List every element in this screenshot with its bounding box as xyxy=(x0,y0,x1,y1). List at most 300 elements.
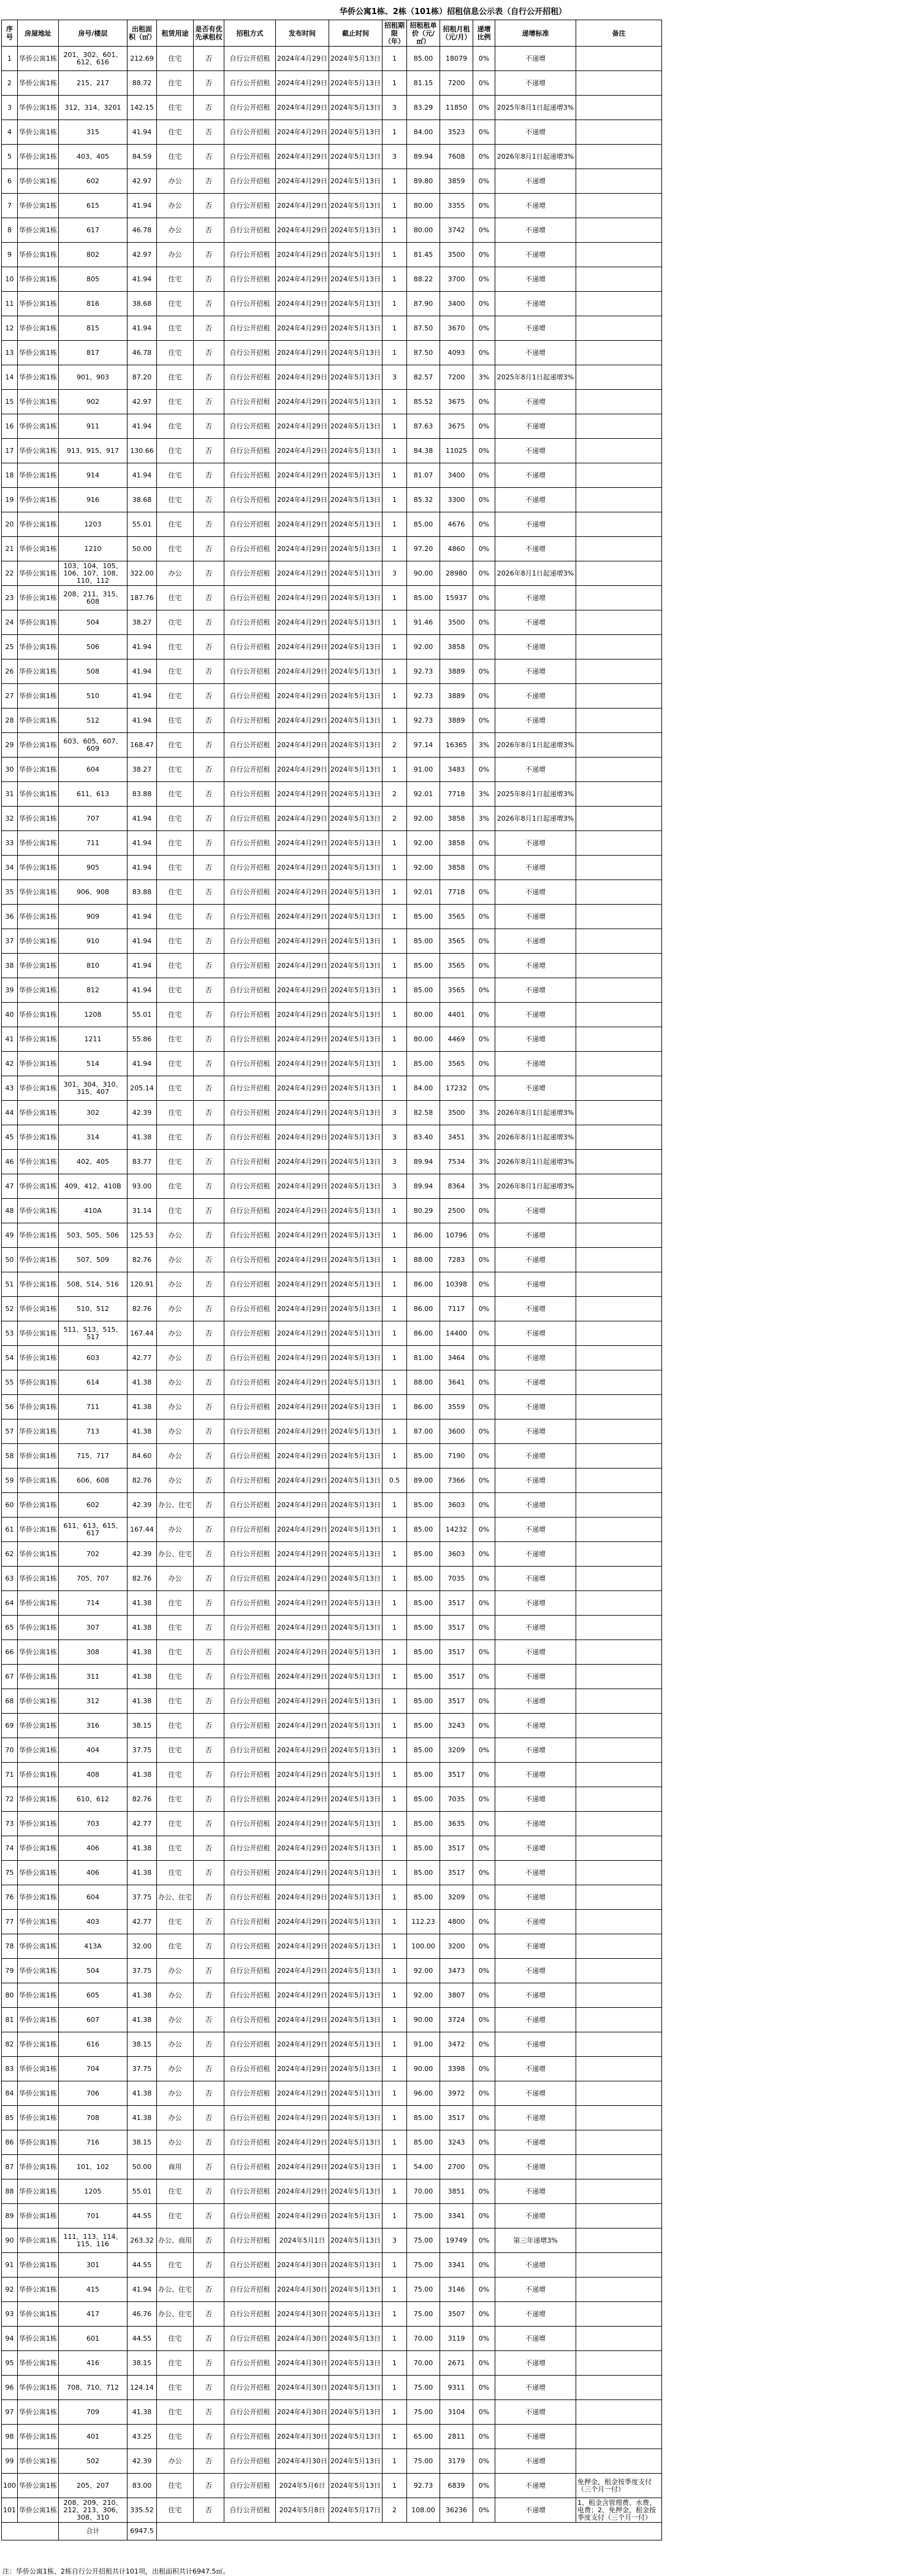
table-cell: 3% xyxy=(473,1101,495,1125)
table-cell xyxy=(576,2130,662,2155)
table-cell: 167.44 xyxy=(128,1321,157,1346)
table-cell: 607 xyxy=(59,2008,128,2032)
table-cell: 802 xyxy=(59,243,128,267)
table-cell: 85.00 xyxy=(407,47,440,71)
table-cell: 125.53 xyxy=(128,1223,157,1248)
table-cell: 1 xyxy=(383,758,407,782)
table-cell: 63 xyxy=(2,1567,18,1591)
table-cell: 住宅 xyxy=(157,463,194,488)
table-cell: 办公 xyxy=(157,2008,194,2032)
table-cell: 403 xyxy=(59,1910,128,1934)
table-cell: 38.68 xyxy=(128,488,157,512)
table-cell: 2024年4月29日 xyxy=(276,1616,329,1640)
table-cell: 88.00 xyxy=(407,1248,440,1272)
table-cell: 自行公开招租 xyxy=(224,2302,276,2327)
table-cell: 2024年4月29日 xyxy=(276,1567,329,1591)
table-cell xyxy=(576,1027,662,1052)
table-cell: 13 xyxy=(2,341,18,365)
table-cell: 2024年5月13日 xyxy=(329,1493,383,1518)
table-cell: 2024年5月1日 xyxy=(276,2228,329,2253)
table-cell: 2024年5月13日 xyxy=(329,1861,383,1885)
table-cell: 84.38 xyxy=(407,439,440,463)
table-cell: 46 xyxy=(2,1150,18,1174)
table-cell: 1 xyxy=(383,1689,407,1714)
table-cell: 8 xyxy=(2,218,18,243)
table-cell: 2024年5月13日 xyxy=(329,929,383,954)
table-row xyxy=(2,954,662,978)
table-cell: 3146 xyxy=(440,2278,473,2302)
table-cell: 307 xyxy=(59,1616,128,1640)
table-cell: 601 xyxy=(59,2327,128,2351)
table-cell: 1 xyxy=(383,1223,407,1248)
page-title: 华侨公寓1栋、2栋（101栋）招租信息公示表（自行公开招租） xyxy=(339,7,567,17)
table-cell: 自行公开招租 xyxy=(224,1297,276,1321)
table-cell xyxy=(576,1616,662,1640)
table-cell: 53 xyxy=(2,1321,18,1346)
table-cell: 否 xyxy=(194,1959,224,1983)
table-cell: 615 xyxy=(59,194,128,218)
table-cell: 否 xyxy=(194,1714,224,1738)
table-cell: 41.38 xyxy=(128,1591,157,1616)
table-cell: 住宅 xyxy=(157,1027,194,1052)
table-row xyxy=(2,733,662,758)
table-cell: 否 xyxy=(194,929,224,954)
table-cell: 1 xyxy=(383,1297,407,1321)
table-row xyxy=(2,1665,662,1689)
table-cell: 39 xyxy=(2,978,18,1003)
table-cell: 3507 xyxy=(440,2302,473,2327)
table-cell: 92.01 xyxy=(407,880,440,905)
table-cell: 否 xyxy=(194,365,224,390)
table-cell: 住宅 xyxy=(157,1812,194,1836)
table-cell: 2024年5月13日 xyxy=(329,2008,383,2032)
table-cell: 85.00 xyxy=(407,1689,440,1714)
table-cell xyxy=(576,2278,662,2302)
table-cell: 否 xyxy=(194,1223,224,1248)
table-cell: 916 xyxy=(59,488,128,512)
table-row xyxy=(2,2400,662,2425)
table-cell: 9311 xyxy=(440,2376,473,2400)
table-cell: 80.00 xyxy=(407,194,440,218)
table-cell: 41.94 xyxy=(128,316,157,341)
table-cell: 2024年4月29日 xyxy=(276,2130,329,2155)
table-cell xyxy=(576,439,662,463)
total-rest xyxy=(157,2523,662,2540)
table-cell: 2024年5月13日 xyxy=(329,1591,383,1616)
table-cell: 否 xyxy=(194,292,224,316)
table-cell: 85.00 xyxy=(407,929,440,954)
table-cell: 自行公开招租 xyxy=(224,512,276,537)
table-cell: 2024年4月29日 xyxy=(276,292,329,316)
table-cell: 0% xyxy=(473,1493,495,1518)
table-cell: 96.00 xyxy=(407,2081,440,2106)
table-cell: 0% xyxy=(473,194,495,218)
table-cell: 1 xyxy=(383,586,407,610)
table-cell: 住宅 xyxy=(157,316,194,341)
table-cell: 406 xyxy=(59,1861,128,1885)
table-cell: 2025年8月1日起递增3% xyxy=(495,96,576,120)
table-cell: 41.38 xyxy=(128,2081,157,2106)
table-cell: 92.00 xyxy=(407,635,440,659)
table-cell: 1 xyxy=(383,1027,407,1052)
table-cell: 不递增 xyxy=(495,831,576,856)
table-cell: 不递增 xyxy=(495,1836,576,1861)
table-cell: 住宅 xyxy=(157,635,194,659)
table-cell: 3243 xyxy=(440,2130,473,2155)
table-cell: 0% xyxy=(473,2204,495,2228)
table-cell: 2024年4月29日 xyxy=(276,120,329,145)
table-cell: 111、113、114、115、116 xyxy=(59,2228,128,2253)
table-cell: 130.66 xyxy=(128,439,157,463)
table-cell: 不递增 xyxy=(495,1591,576,1616)
table-cell: 31.14 xyxy=(128,1199,157,1223)
table-row xyxy=(2,1150,662,1174)
table-cell: 自行公开招租 xyxy=(224,1567,276,1591)
table-cell: 0% xyxy=(473,2351,495,2376)
table-cell: 不递增 xyxy=(495,1689,576,1714)
table-cell: 华侨公寓1栋 xyxy=(18,1248,59,1272)
table-cell: 0% xyxy=(473,905,495,929)
table-cell: 187.76 xyxy=(128,586,157,610)
table-cell: 80 xyxy=(2,1983,18,2008)
table-cell xyxy=(576,1665,662,1689)
table-cell: 37.75 xyxy=(128,1738,157,1763)
table-cell: 华侨公寓1栋 xyxy=(18,267,59,292)
table-cell: 0% xyxy=(473,2302,495,2327)
table-cell: 41.94 xyxy=(128,978,157,1003)
table-cell: 自行公开招租 xyxy=(224,169,276,194)
column-header: 是否有优先承租权 xyxy=(194,20,224,47)
table-cell: 不递增 xyxy=(495,1223,576,1248)
table-cell: 华侨公寓1栋 xyxy=(18,1983,59,2008)
table-cell: 否 xyxy=(194,1027,224,1052)
table-cell: 18 xyxy=(2,463,18,488)
table-cell: 504 xyxy=(59,1959,128,1983)
table-cell: 1 xyxy=(383,1076,407,1101)
table-cell: 不递增 xyxy=(495,2155,576,2179)
table-cell: 56 xyxy=(2,1395,18,1419)
table-cell: 华侨公寓1栋 xyxy=(18,1101,59,1125)
table-cell xyxy=(576,2179,662,2204)
table-cell: 2026年8月1日起递增3% xyxy=(495,807,576,831)
table-cell: 92.00 xyxy=(407,807,440,831)
table-cell: 168.47 xyxy=(128,733,157,758)
table-cell: 409、412、410B xyxy=(59,1174,128,1199)
table-cell: 办公 xyxy=(157,2449,194,2474)
table-cell: 84.59 xyxy=(128,145,157,169)
table-cell: 1 xyxy=(383,512,407,537)
table-cell: 华侨公寓1栋 xyxy=(18,1076,59,1101)
table-cell: 2024年4月29日 xyxy=(276,954,329,978)
table-row xyxy=(2,1518,662,1542)
table-cell: 70.00 xyxy=(407,2327,440,2351)
table-cell: 华侨公寓1栋 xyxy=(18,1027,59,1052)
table-cell: 715、717 xyxy=(59,1444,128,1468)
table-cell xyxy=(576,1493,662,1518)
table-cell: 87.00 xyxy=(407,1419,440,1444)
table-cell: 2024年5月13日 xyxy=(329,2130,383,2155)
table-cell: 办公 xyxy=(157,2057,194,2081)
table-cell: 自行公开招租 xyxy=(224,1150,276,1174)
table-cell: 43.25 xyxy=(128,2425,157,2449)
table-cell: 7035 xyxy=(440,1787,473,1812)
table-cell: 2024年5月13日 xyxy=(329,610,383,635)
table-cell: 3889 xyxy=(440,684,473,709)
table-row xyxy=(2,414,662,439)
table-cell: 否 xyxy=(194,2057,224,2081)
table-cell: 38.15 xyxy=(128,2130,157,2155)
table-cell: 3% xyxy=(473,733,495,758)
table-cell: 1 xyxy=(383,341,407,365)
table-cell: 3565 xyxy=(440,905,473,929)
table-cell: 2024年5月13日 xyxy=(329,2179,383,2204)
table-cell: 不递增 xyxy=(495,929,576,954)
table-cell: 办公 xyxy=(157,2106,194,2130)
table-cell: 3859 xyxy=(440,169,473,194)
table-cell: 1 xyxy=(383,2106,407,2130)
table-cell: 914 xyxy=(59,463,128,488)
table-cell: 263.32 xyxy=(128,2228,157,2253)
table-row xyxy=(2,807,662,831)
table-cell xyxy=(576,512,662,537)
table-cell: 不递增 xyxy=(495,2204,576,2228)
table-cell: 0% xyxy=(473,831,495,856)
table-cell: 办公、住宅 xyxy=(157,1542,194,1567)
table-cell: 50 xyxy=(2,1248,18,1272)
table-cell: 自行公开招租 xyxy=(224,1959,276,1983)
table-cell: 办公、住宅 xyxy=(157,2278,194,2302)
table-cell: 华侨公寓1栋 xyxy=(18,243,59,267)
table-cell: 否 xyxy=(194,2302,224,2327)
table-cell: 0% xyxy=(473,1910,495,1934)
table-cell: 不递增 xyxy=(495,1665,576,1689)
table-cell: 商用 xyxy=(157,2155,194,2179)
table-cell xyxy=(576,316,662,341)
table-cell: 75.00 xyxy=(407,2302,440,2327)
table-cell: 0% xyxy=(473,2106,495,2130)
table-cell: 3517 xyxy=(440,1861,473,1885)
table-cell: 3523 xyxy=(440,120,473,145)
table-cell: 2024年5月13日 xyxy=(329,1910,383,1934)
table-cell: 82.76 xyxy=(128,1787,157,1812)
table-cell: 2024年4月29日 xyxy=(276,831,329,856)
table-cell: 512 xyxy=(59,709,128,733)
table-cell: 2024年5月13日 xyxy=(329,1444,383,1468)
table-cell: 自行公开招租 xyxy=(224,709,276,733)
table-cell: 514 xyxy=(59,1052,128,1076)
table-cell: 1205 xyxy=(59,2179,128,2204)
table-cell: 1210 xyxy=(59,537,128,561)
table-cell: 32.00 xyxy=(128,1934,157,1959)
table-cell: 124.14 xyxy=(128,2376,157,2400)
table-cell: 602 xyxy=(59,169,128,194)
table-cell: 3% xyxy=(473,1174,495,1199)
table-cell: 自行公开招租 xyxy=(224,463,276,488)
table-cell: 85 xyxy=(2,2106,18,2130)
table-cell: 2024年4月29日 xyxy=(276,978,329,1003)
table-cell: 41.38 xyxy=(128,1836,157,1861)
table-cell: 不递增 xyxy=(495,1003,576,1027)
table-cell: 2024年5月13日 xyxy=(329,292,383,316)
table-cell: 不递增 xyxy=(495,1763,576,1787)
table-cell: 2024年4月29日 xyxy=(276,1395,329,1419)
table-cell: 否 xyxy=(194,1493,224,1518)
table-cell: 81.15 xyxy=(407,71,440,96)
table-cell: 2024年4月29日 xyxy=(276,243,329,267)
table-cell: 不递增 xyxy=(495,267,576,292)
table-cell: 1 xyxy=(383,120,407,145)
table-cell: 42.39 xyxy=(128,1101,157,1125)
table-cell: 住宅 xyxy=(157,1787,194,1812)
table-cell: 不递增 xyxy=(495,2008,576,2032)
table-cell: 0% xyxy=(473,2228,495,2253)
table-cell xyxy=(576,169,662,194)
table-cell: 2024年5月13日 xyxy=(329,96,383,120)
table-cell: 3179 xyxy=(440,2449,473,2474)
table-cell: 华侨公寓1栋 xyxy=(18,2179,59,2204)
table-row xyxy=(2,1468,662,1493)
table-cell: 自行公开招租 xyxy=(224,684,276,709)
table-row xyxy=(2,1370,662,1395)
table-cell: 不递增 xyxy=(495,1395,576,1419)
table-cell: 华侨公寓1栋 xyxy=(18,1003,59,1027)
table-cell: 自行公开招租 xyxy=(224,1027,276,1052)
table-cell: 3% xyxy=(473,1150,495,1174)
table-cell: 不递增 xyxy=(495,1248,576,1272)
table-cell: 1 xyxy=(383,1199,407,1223)
table-cell: 33 xyxy=(2,831,18,856)
table-cell: 7200 xyxy=(440,71,473,96)
table-cell: 办公 xyxy=(157,1959,194,1983)
table-cell: 自行公开招租 xyxy=(224,2425,276,2449)
table-cell: 自行公开招租 xyxy=(224,2498,276,2523)
table-cell: 住宅 xyxy=(157,1052,194,1076)
table-cell: 否 xyxy=(194,1934,224,1959)
table-cell: 住宅 xyxy=(157,439,194,463)
table-cell: 3483 xyxy=(440,758,473,782)
table-cell: 92.73 xyxy=(407,2474,440,2498)
table-cell: 办公、住宅 xyxy=(157,1885,194,1910)
table-cell: 不递增 xyxy=(495,2400,576,2425)
table-cell: 0% xyxy=(473,463,495,488)
table-cell: 华侨公寓1栋 xyxy=(18,1885,59,1910)
table-cell: 709 xyxy=(59,2400,128,2425)
table-cell: 否 xyxy=(194,145,224,169)
table-cell: 否 xyxy=(194,120,224,145)
table-cell: 1 xyxy=(383,1665,407,1689)
table-cell: 不递增 xyxy=(495,1983,576,2008)
table-cell xyxy=(576,2106,662,2130)
table-cell: 办公 xyxy=(157,194,194,218)
table-cell: 42.77 xyxy=(128,1346,157,1370)
table-cell: 80.29 xyxy=(407,1199,440,1223)
table-cell: 91 xyxy=(2,2253,18,2278)
table-cell: 不递增 xyxy=(495,2130,576,2155)
table-cell: 2024年5月13日 xyxy=(329,807,383,831)
table-cell: 3559 xyxy=(440,1395,473,1419)
table-cell: 1 xyxy=(383,880,407,905)
table-cell: 1 xyxy=(383,2351,407,2376)
table-cell xyxy=(576,1910,662,1934)
table-cell: 否 xyxy=(194,2008,224,2032)
table-cell: 4469 xyxy=(440,1027,473,1052)
table-cell: 4676 xyxy=(440,512,473,537)
table-cell: 不递增 xyxy=(495,1468,576,1493)
table-cell: 0% xyxy=(473,978,495,1003)
table-cell: 1 xyxy=(383,831,407,856)
table-cell: 41.94 xyxy=(128,414,157,439)
table-cell: 否 xyxy=(194,1836,224,1861)
table-cell: 0% xyxy=(473,1346,495,1370)
table-cell: 2024年4月29日 xyxy=(276,782,329,807)
table-cell: 自行公开招租 xyxy=(224,1346,276,1370)
table-cell: 2024年5月13日 xyxy=(329,463,383,488)
table-cell: 2024年5月13日 xyxy=(329,1199,383,1223)
table-cell: 3209 xyxy=(440,1885,473,1910)
table-cell: 3700 xyxy=(440,267,473,292)
table-cell: 85.52 xyxy=(407,390,440,414)
table-cell: 2811 xyxy=(440,2425,473,2449)
table-cell: 0% xyxy=(473,1983,495,2008)
table-cell: 12 xyxy=(2,316,18,341)
table-cell: 不递增 xyxy=(495,1076,576,1101)
table-cell: 91.00 xyxy=(407,758,440,782)
table-cell xyxy=(576,267,662,292)
table-cell: 2671 xyxy=(440,2351,473,2376)
table-cell: 3517 xyxy=(440,1836,473,1861)
table-cell: 3% xyxy=(473,1125,495,1150)
table-cell: 83 xyxy=(2,2057,18,2081)
table-cell xyxy=(576,2302,662,2327)
table-cell: 2024年4月29日 xyxy=(276,1223,329,1248)
table-cell: 否 xyxy=(194,2425,224,2449)
table-cell: 0% xyxy=(473,2449,495,2474)
table-row xyxy=(2,684,662,709)
table-cell: 住宅 xyxy=(157,2498,194,2523)
table-cell: 2024年4月29日 xyxy=(276,1248,329,1272)
table-cell: 1 xyxy=(383,1983,407,2008)
table-cell: 2024年4月29日 xyxy=(276,414,329,439)
table-cell: 华侨公寓1栋 xyxy=(18,758,59,782)
table-cell: 2024年5月13日 xyxy=(329,1248,383,1272)
table-row xyxy=(2,782,662,807)
table-cell: 不递增 xyxy=(495,2179,576,2204)
table-cell: 44.55 xyxy=(128,2204,157,2228)
table-cell: 1 xyxy=(383,439,407,463)
table-row xyxy=(2,2327,662,2351)
table-cell: 否 xyxy=(194,1616,224,1640)
table-cell: 否 xyxy=(194,1640,224,1665)
table-cell: 84.00 xyxy=(407,1076,440,1101)
table-cell: 2024年4月29日 xyxy=(276,218,329,243)
table-cell: 住宅 xyxy=(157,856,194,880)
table-cell: 1 xyxy=(383,2008,407,2032)
table-cell: 0% xyxy=(473,120,495,145)
table-cell: 2024年4月30日 xyxy=(276,2425,329,2449)
table-cell: 不递增 xyxy=(495,488,576,512)
table-row xyxy=(2,2032,662,2057)
table-cell: 75.00 xyxy=(407,2449,440,2474)
table-cell: 3517 xyxy=(440,1665,473,1689)
table-cell: 101 xyxy=(2,2498,18,2523)
table-cell: 住宅 xyxy=(157,488,194,512)
table-cell: 2024年4月29日 xyxy=(276,1812,329,1836)
table-cell: 2024年5月13日 xyxy=(329,1787,383,1812)
table-cell: 0% xyxy=(473,488,495,512)
table-cell: 2024年5月13日 xyxy=(329,218,383,243)
table-cell: 3670 xyxy=(440,316,473,341)
table-cell: 85.00 xyxy=(407,1714,440,1738)
